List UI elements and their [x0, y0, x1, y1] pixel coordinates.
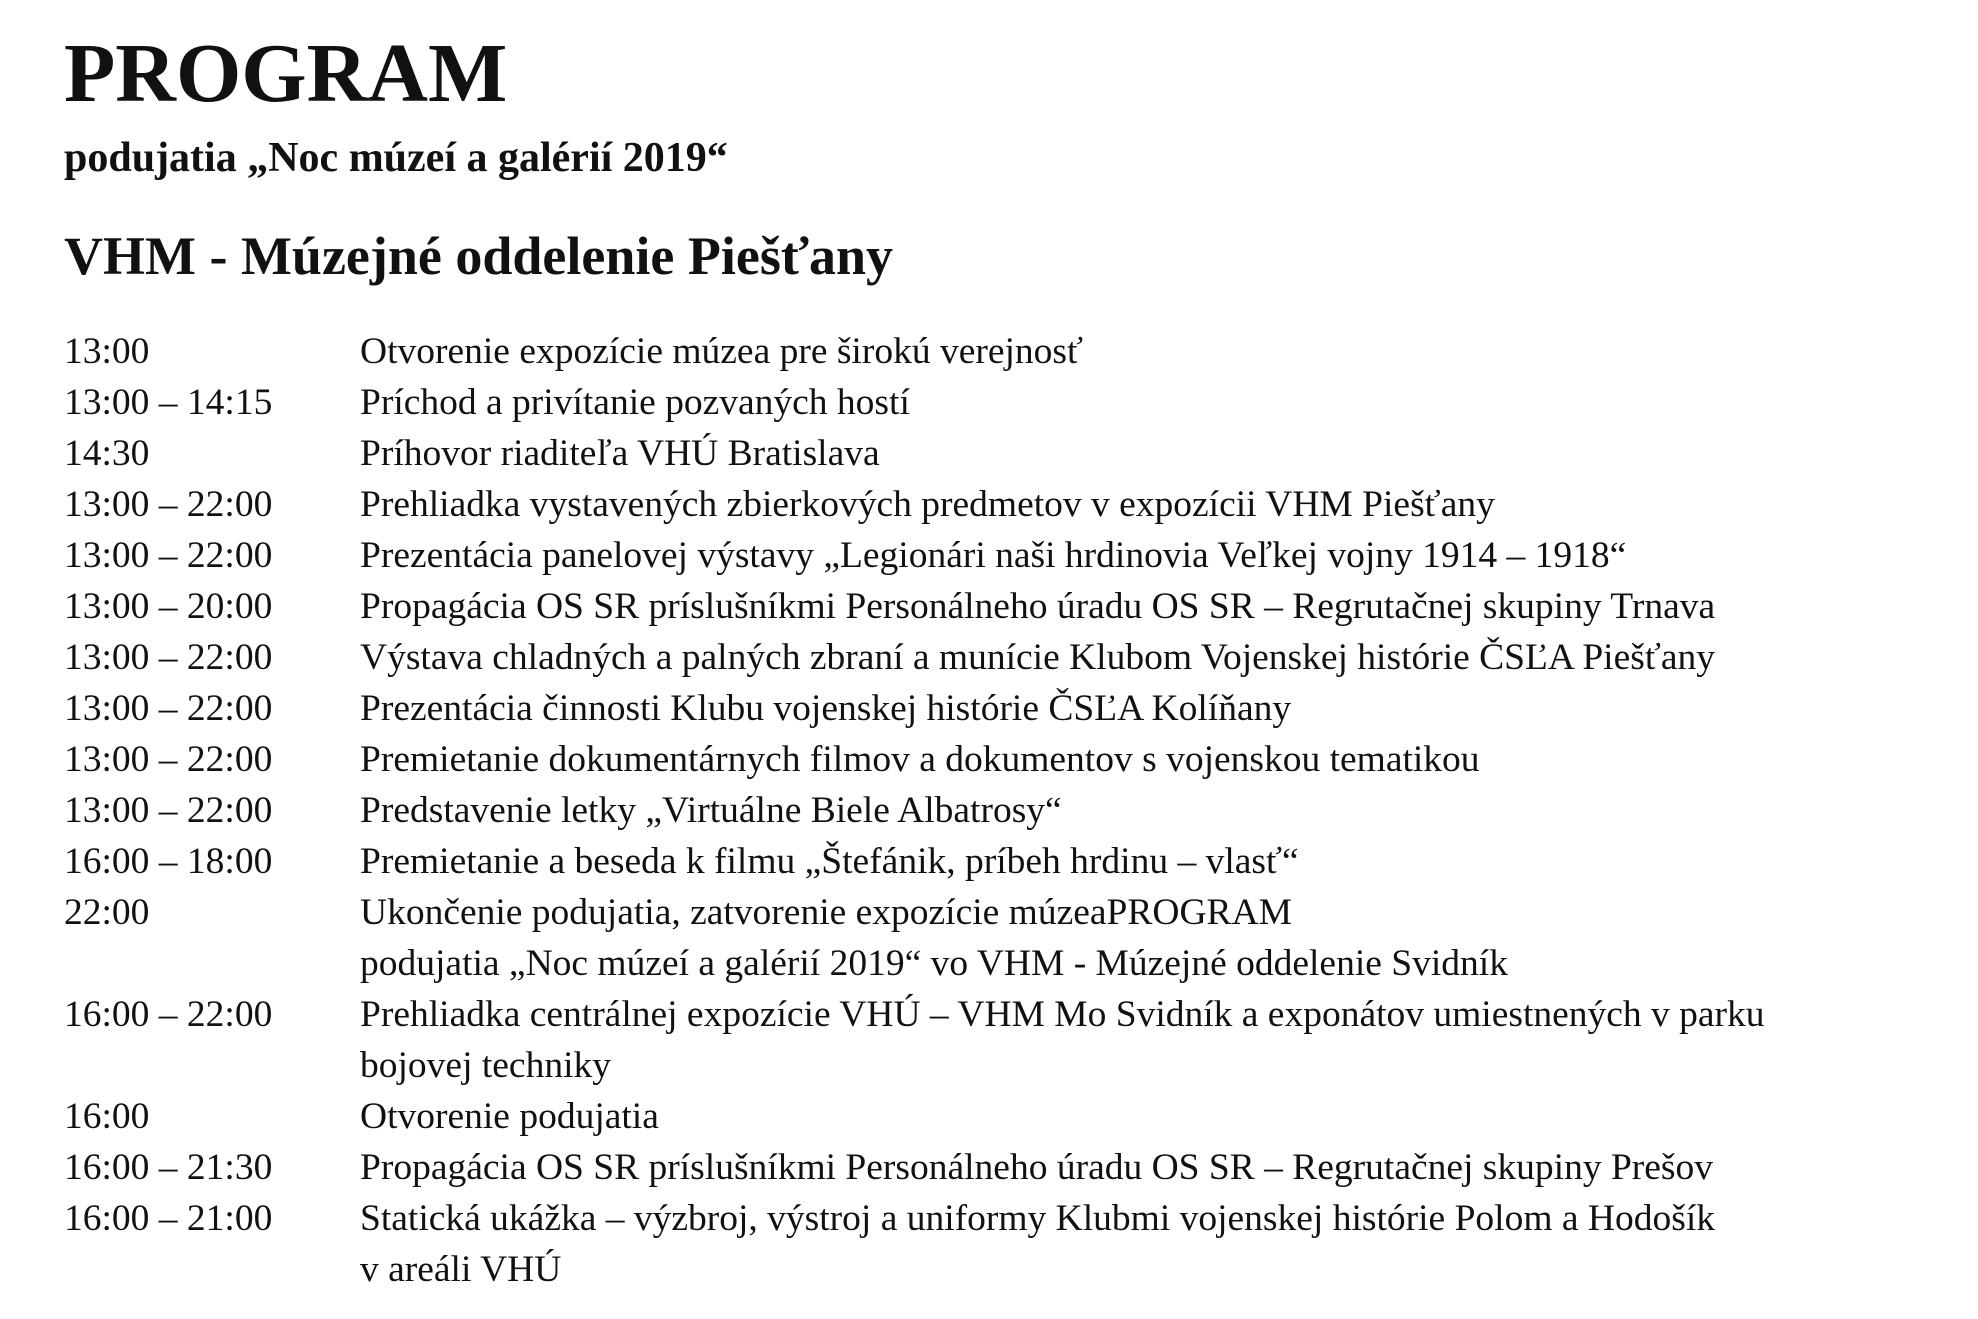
schedule-description: Príchod a privítanie pozvaných hostí	[360, 382, 910, 423]
schedule-row	[64, 479, 1964, 530]
schedule-time: 22:00	[64, 892, 150, 933]
schedule-time: 13:00	[64, 331, 150, 372]
schedule-time: 16:00 – 22:00	[64, 994, 273, 1035]
schedule-description: v areáli VHÚ	[360, 1249, 562, 1290]
schedule-time: 16:00 – 18:00	[64, 841, 273, 882]
schedule-list	[64, 326, 1964, 1295]
schedule-row	[64, 377, 1964, 428]
page-subtitle: podujatia „Noc múzeí a galérií 2019“	[64, 135, 728, 181]
schedule-time: 16:00 – 21:30	[64, 1147, 273, 1188]
schedule-time: 13:00 – 22:00	[64, 484, 273, 525]
schedule-row	[64, 428, 1964, 479]
schedule-description: Statická ukážka – výzbroj, výstroj a uniformy Klubmi vojenskej histórie Polom a Hodošík	[360, 1198, 1715, 1239]
schedule-description: Prehliadka vystavených zbierkových predmetov v expozícii VHM Piešťany	[360, 484, 1495, 525]
schedule-description: Propagácia OS SR príslušníkmi Personálneho úradu OS SR – Regrutačnej skupiny Trnava	[360, 586, 1716, 627]
schedule-description: Prezentácia činnosti Klubu vojenskej histórie ČSĽA Kolíňany	[360, 688, 1292, 729]
schedule-description: Otvorenie expozície múzea pre širokú verejnosť	[360, 331, 1084, 372]
schedule-time: 13:00 – 22:00	[64, 535, 273, 576]
schedule-row	[64, 632, 1964, 683]
schedule-description: Prehliadka centrálnej expozície VHÚ – VHM Mo Svidník a exponátov umiestnených v parku	[360, 994, 1765, 1035]
schedule-row	[64, 581, 1964, 632]
schedule-time: 16:00 – 21:00	[64, 1198, 273, 1239]
schedule-time: 14:30	[64, 433, 150, 474]
schedule-description: Propagácia OS SR príslušníkmi Personálneho úradu OS SR – Regrutačnej skupiny Prešov	[360, 1147, 1714, 1188]
schedule-row	[64, 1142, 1964, 1193]
schedule-row	[64, 683, 1964, 734]
schedule-time: 13:00 – 22:00	[64, 739, 273, 780]
schedule-row	[64, 734, 1964, 785]
schedule-time: 13:00 – 22:00	[64, 790, 273, 831]
schedule-row	[64, 836, 1964, 887]
schedule-description: Príhovor riaditeľa VHÚ Bratislava	[360, 433, 880, 474]
schedule-description: bojovej techniky	[360, 1045, 611, 1086]
schedule-time: 16:00	[64, 1096, 150, 1137]
schedule-time: 13:00 – 22:00	[64, 688, 273, 729]
schedule-description: Ukončenie podujatia, zatvorenie expozície múzeaPROGRAM	[360, 892, 1292, 933]
schedule-description: Otvorenie podujatia	[360, 1096, 659, 1137]
page-title: PROGRAM	[64, 27, 508, 120]
schedule-description: Premietanie a beseda k filmu „Štefánik, príbeh hrdinu – vlasť“	[360, 841, 1299, 882]
schedule-description: Výstava chladných a palných zbraní a munície Klubom Vojenskej histórie ČSĽA Piešťany	[360, 637, 1715, 678]
schedule-description: Premietanie dokumentárnych filmov a dokumentov s vojenskou tematikou	[360, 739, 1480, 780]
schedule-row	[64, 1091, 1964, 1142]
schedule-row	[64, 326, 1964, 377]
schedule-row	[64, 530, 1964, 581]
schedule-row	[64, 785, 1964, 836]
schedule-row	[64, 887, 1964, 938]
schedule-row	[64, 1040, 1964, 1091]
schedule-time: 13:00 – 14:15	[64, 382, 273, 423]
schedule-row	[64, 938, 1964, 989]
schedule-row	[64, 989, 1964, 1040]
schedule-description: podujatia „Noc múzeí a galérií 2019“ vo VHM - Múzejné oddelenie Svidník	[360, 943, 1508, 984]
schedule-description: Predstavenie letky „Virtuálne Biele Albatrosy“	[360, 790, 1062, 831]
schedule-row	[64, 1244, 1964, 1295]
schedule-time: 13:00 – 22:00	[64, 637, 273, 678]
section-heading: VHM - Múzejné oddelenie Piešťany	[64, 226, 894, 286]
schedule-time: 13:00 – 20:00	[64, 586, 273, 627]
schedule-row	[64, 1193, 1964, 1244]
schedule-description: Prezentácia panelovej výstavy „Legionári naši hrdinovia Veľkej vojny 1914 – 1918“	[360, 535, 1627, 576]
